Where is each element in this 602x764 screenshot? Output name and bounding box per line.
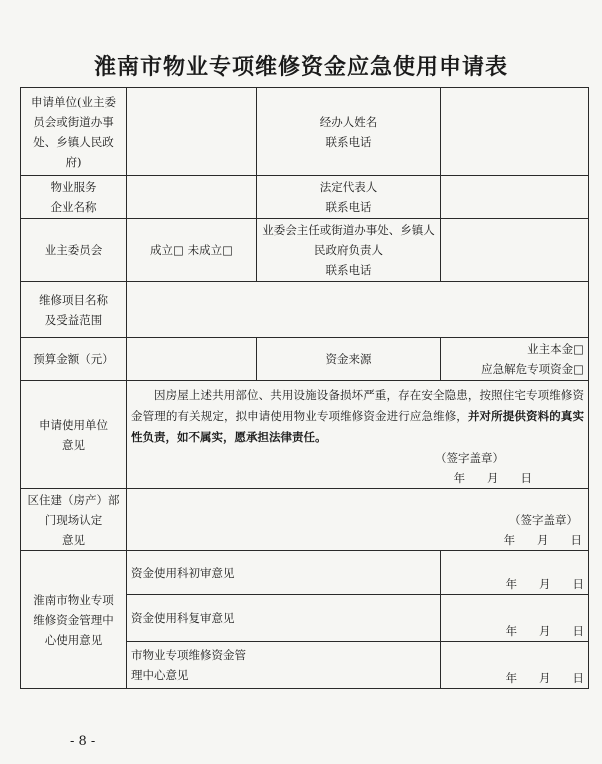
budget-value[interactable] <box>127 338 257 381</box>
recheck-review-label: 资金使用科复审意见 <box>127 595 441 642</box>
committee-head-value[interactable] <box>441 219 589 282</box>
initial-review-date[interactable]: 年 月 日 <box>441 551 589 595</box>
fund-source-label: 资金来源 <box>257 338 441 381</box>
form-title: 淮南市物业专项维修资金应急使用申请表 <box>93 54 508 80</box>
repair-item-value[interactable] <box>127 282 589 338</box>
row-property-service <box>21 176 589 219</box>
applicant-label: 申请单位(业主委 员会或街道办事 处、乡镇人民政 府) <box>21 88 127 176</box>
fund-source-options[interactable]: 业主本金□ 应急解危专项资金□ <box>441 338 589 381</box>
district-signature-label: （签字盖章） <box>509 513 578 527</box>
legal-rep-label: 法定代表人 联系电话 <box>257 176 441 219</box>
budget-label: 预算金额（元） <box>21 338 127 381</box>
district-opinion-label: 区住建（房产）部 门现场认定 意见 <box>21 489 127 551</box>
application-form-table <box>20 87 589 689</box>
row-applicant-opinion <box>21 381 589 489</box>
repair-item-label: 维修项目名称 及受益范围 <box>21 282 127 338</box>
center-final-date[interactable]: 年 月 日 <box>441 642 589 689</box>
initial-review-label: 资金使用科初审意见 <box>127 551 441 595</box>
row-applicant <box>21 88 589 176</box>
center-opinion-label: 淮南市物业专项 维修资金管理中 心使用意见 <box>21 551 127 689</box>
row-repair-item <box>21 282 589 338</box>
declaration-text: 因房屋上述共用部位、共用设施设备损坏严重，存在安全隐患，按照住宅专项维修资金管理的有关规定，拟申请使用物业专项维修资金进行应急维修，并对所提供资料的真实性负责，如不属实，愿承担法律责任。 <box>131 388 585 444</box>
row-center-initial <box>21 551 589 595</box>
property-service-label: 物业服务 企业名称 <box>21 176 127 219</box>
property-service-value[interactable] <box>127 176 257 219</box>
committee-head-label: 业委会主任或街道办事处、乡镇人 民政府负责人 联系电话 <box>257 219 441 282</box>
center-final-label: 市物业专项维修资金管 理中心意见 <box>127 642 441 689</box>
district-opinion-content[interactable] <box>127 489 589 551</box>
row-budget <box>21 338 589 381</box>
committee-status-checkboxes[interactable]: 成立□ 未成立□ <box>127 219 257 282</box>
page-number: - 8 - <box>70 734 96 749</box>
owners-committee-label: 业主委员会 <box>21 219 127 282</box>
row-owners-committee <box>21 219 589 282</box>
handler-contact-value[interactable] <box>441 88 589 176</box>
applicant-signature-label: （签字盖章） <box>435 451 504 465</box>
applicant-opinion-label: 申请使用单位 意见 <box>21 381 127 489</box>
district-date: 年 月 日 <box>503 533 582 547</box>
recheck-review-date[interactable]: 年 月 日 <box>441 595 589 642</box>
handler-contact-label: 经办人姓名 联系电话 <box>257 88 441 176</box>
applicant-date: 年 月 日 <box>453 471 532 485</box>
legal-rep-value[interactable] <box>441 176 589 219</box>
row-district-opinion <box>21 489 589 551</box>
applicant-opinion-content <box>127 381 589 489</box>
applicant-value[interactable] <box>127 88 257 176</box>
